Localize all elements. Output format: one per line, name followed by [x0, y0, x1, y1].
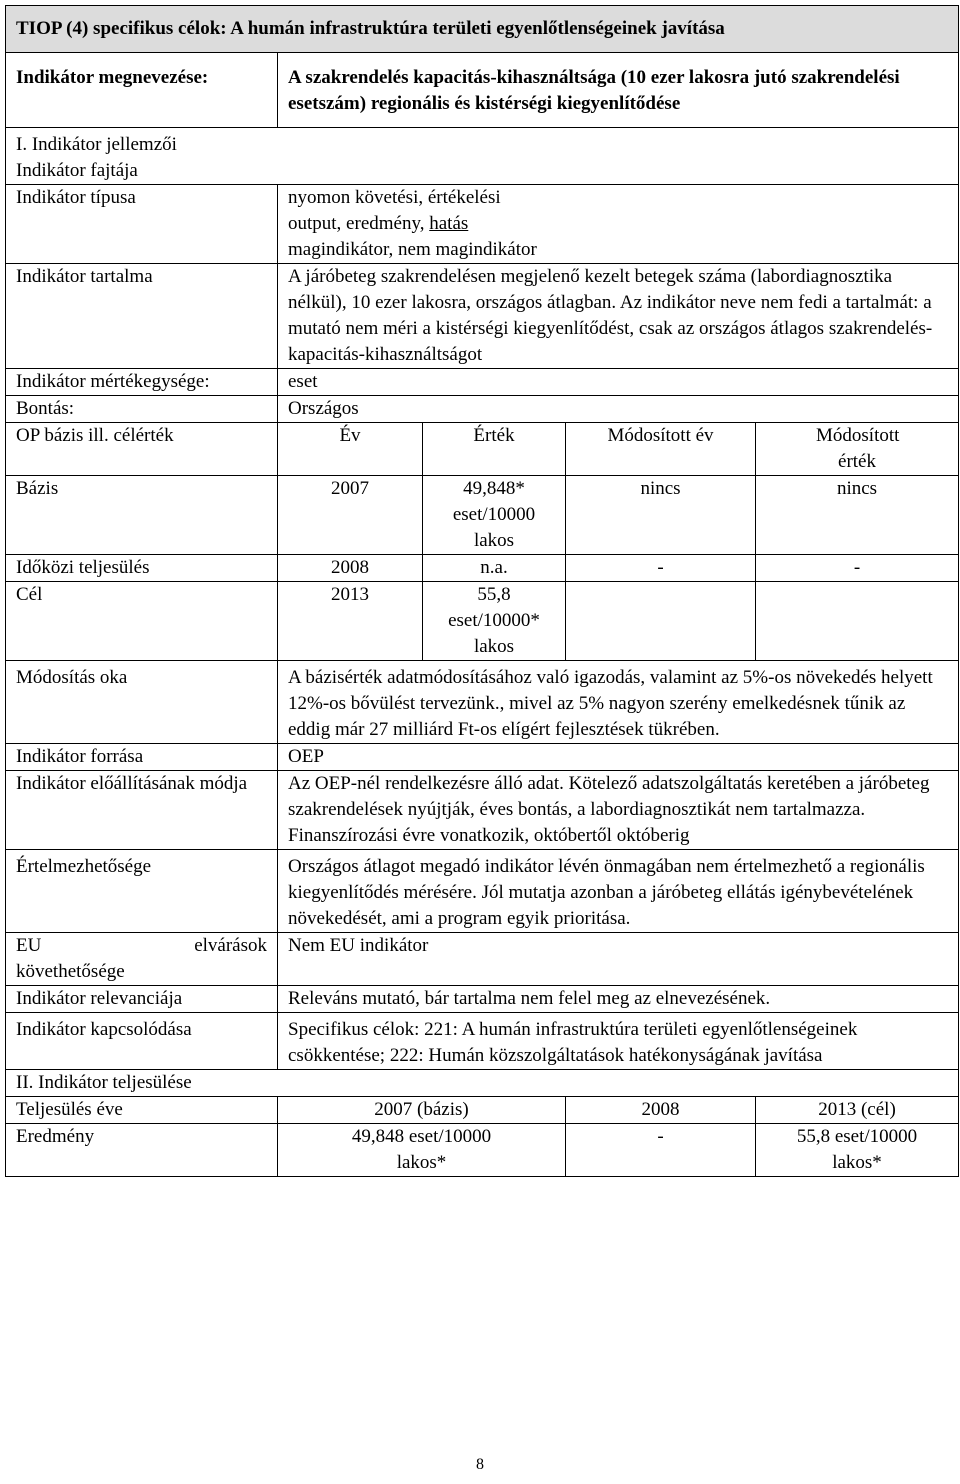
relevance-value: Releváns mutató, bár tartalma nem felel meg az elnevezésének.: [278, 986, 959, 1013]
perf-cell-3: 55,8 eset/10000 lakos*: [756, 1124, 959, 1177]
link-label: Indikátor kapcsolódása: [6, 1013, 278, 1070]
name-row: [6, 53, 959, 128]
perf-header-0: Teljesülés éve: [6, 1097, 278, 1124]
eu-label: [6, 933, 278, 986]
target-cell-2-3: [566, 582, 756, 661]
mod-row: [6, 661, 959, 744]
method-row: [6, 771, 959, 850]
type-row: [6, 185, 959, 264]
type-line-2-plain: output, eredmény,: [288, 213, 430, 234]
target-cell-0-1: 2007: [278, 476, 423, 555]
section-1-title: I. Indikátor jellemzői: [16, 134, 177, 155]
relevance-row: [6, 986, 959, 1013]
target-cell-1-3: -: [566, 555, 756, 582]
target-row-interim: [6, 555, 959, 582]
title-row: [6, 6, 959, 53]
link-row: [6, 1013, 959, 1070]
content-value: A járóbeteg szakrendelésen megjelenő kezelt betegek száma (labordiagnosztika nélkül), 10 ezer lakosra, országos átlagban. Az indikátor neve nem fedi a tartalmát: a mutató nem méri a kistérségi kiegyenlítődést, csak az országos átlagos szakrendelés-kapacitás-kihasználtságot: [278, 264, 959, 369]
target-header-1: Év: [278, 423, 423, 476]
target-cell-1-4: -: [756, 555, 959, 582]
type-line-2: [288, 211, 948, 237]
source-row: [6, 744, 959, 771]
perf-cell-2: -: [566, 1124, 756, 1177]
mod-value: A bázisérték adatmódosításához való igazodás, valamint az 5%-os növekedés helyett 12%-os bővülést tervezünk., mivel az 5% nagyon szerény emelkedésnek tűnik az eddig már 27 milliárd Ft-os elígért fejlesztések tükrében.: [278, 661, 959, 744]
name-label: Indikátor megnevezése:: [6, 53, 278, 128]
link-value: Specifikus célok: 221: A humán infrastruktúra területi egyenlőtlenségeinek csökkentése; 222: Humán közszolgáltatások hatékonyságának javítása: [278, 1013, 959, 1070]
target-cell-1-0: Időközi teljesülés: [6, 555, 278, 582]
kind-label: Indikátor fajtája: [16, 160, 138, 181]
split-value: Országos: [278, 396, 959, 423]
target-cell-0-3: nincs: [566, 476, 756, 555]
indicator-sheet: [5, 5, 958, 1177]
eu-value: Nem EU indikátor: [278, 933, 959, 986]
target-header-2: Érték: [423, 423, 566, 476]
target-cell-2-1: 2013: [278, 582, 423, 661]
section-1-heading: [6, 128, 959, 185]
target-cell-0-0: Bázis: [6, 476, 278, 555]
eu-label-word-2: elvárások: [194, 935, 267, 956]
perf-cell-1: 49,848 eset/10000 lakos*: [278, 1124, 566, 1177]
relevance-label: Indikátor relevanciája: [6, 986, 278, 1013]
document-title: TIOP (4) specifikus célok: A humán infrastruktúra területi egyenlőtlenségeinek javítása: [6, 6, 959, 53]
target-cell-2-2: 55,8 eset/10000* lakos: [423, 582, 566, 661]
eu-label-word-1: EU: [16, 935, 42, 956]
perf-cell-0: Eredmény: [6, 1124, 278, 1177]
target-header-0: OP bázis ill. célérték: [6, 423, 278, 476]
unit-row: [6, 369, 959, 396]
split-label: Bontás:: [6, 396, 278, 423]
method-value: Az OEP-nél rendelkezésre álló adat. Kötelező adatszolgáltatás keretében a járóbeteg szakrendelések nyújtják, éves bontás, a labordiagnosztikát nem tartalmazza. Finanszírozási évre vonatkozik, októbertől októberig: [278, 771, 959, 850]
target-row-base: [6, 476, 959, 555]
target-cell-0-2: 49,848* eset/10000 lakos: [423, 476, 566, 555]
type-line-1: nyomon követési, értékelési: [288, 187, 501, 208]
source-label: Indikátor forrása: [6, 744, 278, 771]
perf-header-2: 2008: [566, 1097, 756, 1124]
target-header-4: Módosított érték: [756, 423, 959, 476]
perf-header-row: [6, 1097, 959, 1124]
unit-value: eset: [278, 369, 959, 396]
eu-label-line-1: [16, 933, 267, 959]
content-label: Indikátor tartalma: [6, 264, 278, 369]
type-label: Indikátor típusa: [6, 185, 278, 264]
unit-label: Indikátor mértékegysége:: [6, 369, 278, 396]
indicator-table: [5, 5, 959, 1177]
name-value: A szakrendelés kapacitás-kihasználtsága (10 ezer lakosra jutó szakrendelési esetszám) regionális és kistérségi kiegyenlítődése: [278, 53, 959, 128]
target-cell-2-0: Cél: [6, 582, 278, 661]
target-cell-2-4: [756, 582, 959, 661]
section-2-heading: II. Indikátor teljesülése: [6, 1070, 959, 1097]
target-cell-0-4: nincs: [756, 476, 959, 555]
section-2-row: [6, 1070, 959, 1097]
eu-label-line-2: követhetősége: [16, 961, 125, 982]
type-value: [278, 185, 959, 264]
target-header-3: Módosított év: [566, 423, 756, 476]
interp-value: Országos átlagot megadó indikátor lévén önmagában nem értelmezhető a regionális kiegyenlítődés mérésére. Jól mutatja azonban a járóbeteg ellátás igénybevételének növekedését, ami a program egyik prioritása.: [278, 850, 959, 933]
target-cell-1-1: 2008: [278, 555, 423, 582]
section-1-row: [6, 128, 959, 185]
target-cell-1-2: n.a.: [423, 555, 566, 582]
interp-row: [6, 850, 959, 933]
type-line-3: magindikátor, nem magindikátor: [288, 239, 537, 260]
type-line-2-underlined: hatás: [429, 213, 469, 234]
perf-header-1: 2007 (bázis): [278, 1097, 566, 1124]
method-label: Indikátor előállításának módja: [6, 771, 278, 850]
target-row-goal: [6, 582, 959, 661]
perf-header-3: 2013 (cél): [756, 1097, 959, 1124]
source-value: OEP: [278, 744, 959, 771]
content-row: [6, 264, 959, 369]
eu-row: [6, 933, 959, 986]
interp-label: Értelmezhetősége: [6, 850, 278, 933]
page-number: 8: [476, 1456, 484, 1473]
mod-label: Módosítás oka: [6, 661, 278, 744]
target-header-row: [6, 423, 959, 476]
perf-result-row: [6, 1124, 959, 1177]
split-row: [6, 396, 959, 423]
